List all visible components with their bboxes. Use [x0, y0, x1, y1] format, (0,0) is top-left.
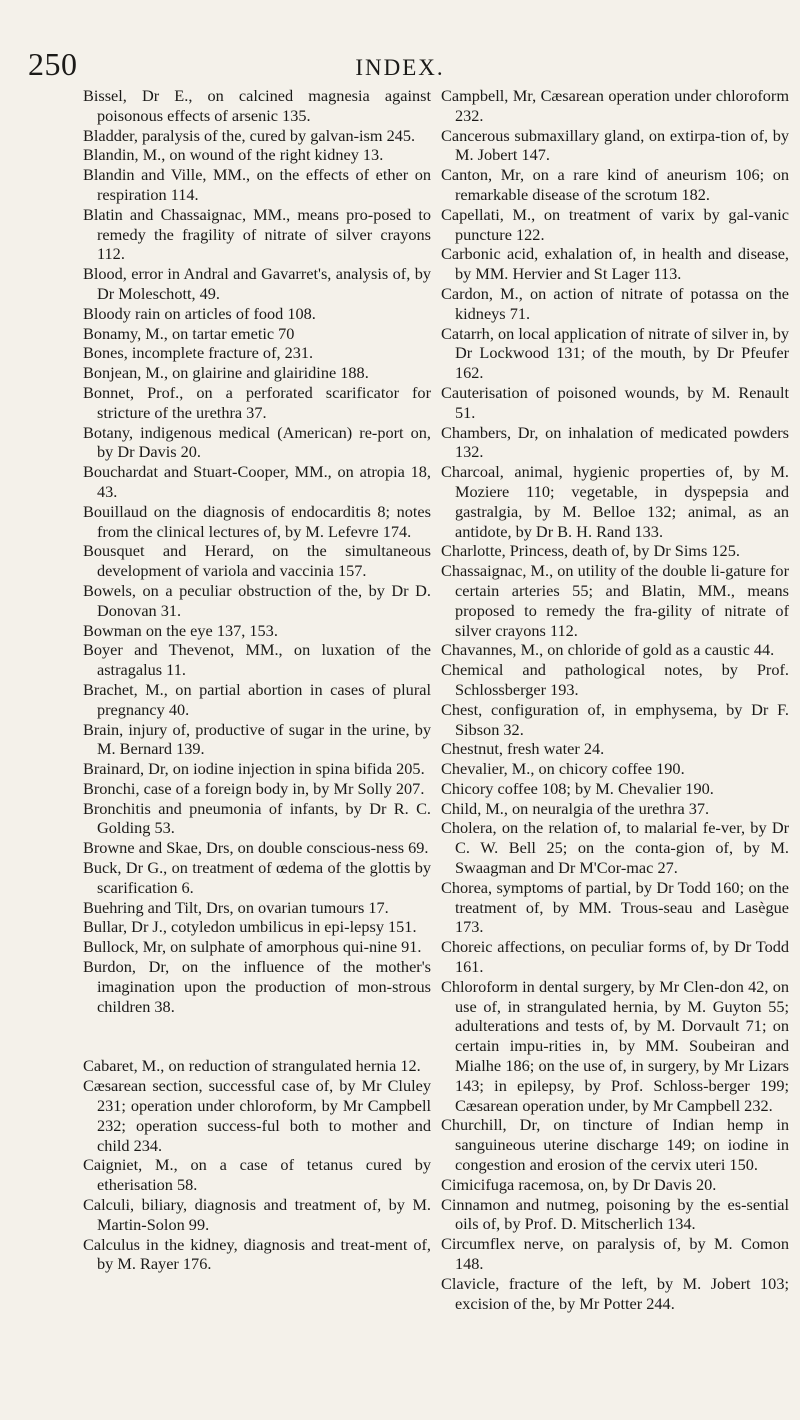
- index-entry: Bonamy, M., on tartar emetic 70: [83, 323, 295, 343]
- index-entry: Burdon, Dr, on the influence of the mother's imagination upon the production of mon-strous children 38.: [83, 957, 431, 1016]
- index-entry: Choreic affections, on peculiar forms of, by Dr Todd 161.: [441, 937, 789, 977]
- index-entry: Campbell, Mr, Cæsarean operation under chloroform 232.: [441, 86, 789, 125]
- index-entry: Cimicifuga racemosa, on, by Dr Davis 20.: [441, 1174, 717, 1194]
- index-entry: Brachet, M., on partial abortion in cases of plural pregnancy 40.: [83, 679, 431, 719]
- index-entry: Bloody rain on articles of food 108.: [83, 303, 316, 323]
- index-entry: Chorea, symptoms of partial, by Dr Todd 160; on the treatment of, by MM. Trous-seau and Lasègue 173.: [441, 877, 789, 937]
- index-entry: Browne and Skae, Drs, on double conscious-ness 69.: [83, 838, 429, 858]
- index-entry: Blatin and Chassaignac, MM., means pro-posed to remedy the fragility of nitrate of silver crayons 112.: [83, 204, 431, 264]
- index-entry: Blood, error in Andral and Gavarret's, analysis of, by Dr Moleschott, 49.: [83, 264, 431, 303]
- index-entry: Chavannes, M., on chloride of gold as a caustic 44.: [441, 640, 775, 660]
- index-entry: Chemical and pathological notes, by Prof. Schlossberger 193.: [441, 660, 789, 699]
- index-entry: Bladder, paralysis of the, cured by galvan-ism 245.: [83, 125, 416, 145]
- index-entry: Bronchi, case of a foreign body in, by Mr Solly 207.: [83, 778, 425, 798]
- index-entry: Charlotte, Princess, death of, by Dr Sims 125.: [441, 541, 740, 561]
- index-entry: Bowels, on a peculiar obstruction of the, by Dr D. Donovan 31.: [83, 580, 431, 620]
- index-entry: Clavicle, fracture of the left, by M. Jobert 103; excision of the, by Mr Potter 244.: [441, 1273, 789, 1313]
- index-entry: Buck, Dr G., on treatment of œdema of the glottis by scarification 6.: [83, 858, 431, 897]
- left-column: [83, 86, 431, 1274]
- index-entry: Blandin, M., on wound of the right kidney 13.: [83, 145, 384, 165]
- index-entry: Cancerous submaxillary gland, on extirpa-tion of, by M. Jobert 147.: [441, 125, 789, 165]
- index-entry: Bullar, Dr J., cotyledon umbilicus in epi-lepsy 151.: [83, 917, 417, 937]
- index-entry: Bonjean, M., on glairine and glairidine 188.: [83, 363, 369, 383]
- index-entry: Bouchardat and Stuart-Cooper, MM., on atropia 18, 43.: [83, 462, 431, 501]
- index-entry: Bullock, Mr, on sulphate of amorphous qui-nine 91.: [83, 937, 422, 957]
- index-entry: Brain, injury of, productive of sugar in the urine, by M. Bernard 139.: [83, 719, 431, 759]
- index-entry: Cardon, M., on action of nitrate of potassa on the kidneys 71.: [441, 283, 789, 323]
- index-entry: Blandin and Ville, MM., on the effects of ether on respiration 114.: [83, 165, 431, 204]
- page-number: 250: [28, 46, 78, 82]
- index-entry: Cæsarean section, successful case of, by Mr Cluley 231; operation under chloroform, by Mr Campbell 232; operation success-ful both to mother and child 234.: [83, 1076, 431, 1155]
- index-entry: Bissel, Dr E., on calcined magnesia against poisonous effects of arsenic 135.: [83, 86, 431, 125]
- b-entries: [83, 86, 431, 1016]
- index-entry: Chestnut, fresh water 24.: [441, 739, 605, 759]
- index-entry: Churchill, Dr, on tincture of Indian hemp in sanguineous uterine discharge 149; on iodine in congestion and erosion of the cervix uteri 150.: [441, 1115, 789, 1175]
- index-entry: Buehring and Tilt, Drs, on ovarian tumours 17.: [83, 897, 389, 917]
- index-entry: Bones, incomplete fracture of, 231.: [83, 343, 314, 363]
- index-entry: Brainard, Dr, on iodine injection in spina bifida 205.: [83, 759, 425, 779]
- index-entry: Chassaignac, M., on utility of the double li-gature for certain arteries 55; and Blatin, MM., means proposed to remedy the fra-gility of nitrate of silver crayons 112.: [441, 561, 789, 640]
- index-entry: Cauterisation of poisoned wounds, by M. Renault 51.: [441, 382, 789, 422]
- index-entry: Bronchitis and pneumonia of infants, by Dr R. C. Golding 53.: [83, 798, 431, 838]
- index-entry: Chicory coffee 108; by M. Chevalier 190.: [441, 778, 714, 798]
- index-entry: Capellati, M., on treatment of varix by gal-vanic puncture 122.: [441, 204, 789, 244]
- index-entry: Bousquet and Herard, on the simultaneous development of variola and vaccinia 157.: [83, 541, 431, 581]
- index-entry: Cabaret, M., on reduction of strangulated hernia 12.: [83, 1056, 421, 1076]
- right-column: [441, 86, 789, 1313]
- index-entry: Cinnamon and nutmeg, poisoning by the es-sential oils of, by Prof. D. Mitscherlich 134.: [441, 1194, 789, 1234]
- c-entries-continued: [441, 86, 789, 1313]
- index-entry: Catarrh, on local application of nitrate of silver in, by Dr Lockwood 131; of the mouth, by Dr Pfeufer 162.: [441, 323, 789, 383]
- index-entry: Boyer and Thevenot, MM., on luxation of the astragalus 11.: [83, 640, 431, 680]
- index-entry: Chloroform in dental surgery, by Mr Clen-don 42, on use of, in strangulated hernia, by M. Guyton 55; adulterations and tests of, by M. Dorvault 71; on certain impu-rities in, by MM. Soubeiran and Mialhe 186; on the use of, in surgery, by Mr Lizars 143; in epilepsy, by Prof. Schloss-berger 199; Cæsarean operation under, by Mr Campbell 232.: [441, 976, 789, 1115]
- index-entry: Chevalier, M., on chicory coffee 190.: [441, 759, 685, 779]
- index-entry: Botany, indigenous medical (American) re-port on, by Dr Davis 20.: [83, 422, 431, 462]
- section-gap: [83, 1016, 431, 1056]
- index-entry: Canton, Mr, on a rare kind of aneurism 106; on remarkable disease of the scrotum 182.: [441, 165, 789, 204]
- index-entry: Caigniet, M., on a case of tetanus cured by etherisation 58.: [83, 1155, 431, 1195]
- index-entry: Bouillaud on the diagnosis of endocarditis 8; notes from the clinical lectures of, by M. Lefevre 174.: [83, 501, 431, 541]
- index-entry: Child, M., on neuralgia of the urethra 37.: [441, 798, 710, 818]
- c-entries: [83, 1056, 431, 1274]
- index-entry: Chambers, Dr, on inhalation of medicated powders 132.: [441, 422, 789, 462]
- index-entry: Carbonic acid, exhalation of, in health and disease, by MM. Hervier and St Lager 113.: [441, 244, 789, 284]
- index-entry: Circumflex nerve, on paralysis of, by M. Comon 148.: [441, 1234, 789, 1274]
- index-entry: Cholera, on the relation of, to malarial fe-ver, by Dr C. W. Bell 25; on the conta-gion of, by M. Swaagman and Dr M'Cor-mac 27.: [441, 818, 789, 878]
- index-entry: Bonnet, Prof., on a perforated scarificator for stricture of the urethra 37.: [83, 382, 431, 422]
- index-entry: Bowman on the eye 137, 153.: [83, 620, 278, 640]
- index-entry: Calculi, biliary, diagnosis and treatment of, by M. Martin-Solon 99.: [83, 1195, 431, 1234]
- running-head: INDEX.: [355, 55, 445, 80]
- index-entry: Calculus in the kidney, diagnosis and treat-ment of, by M. Rayer 176.: [83, 1234, 431, 1274]
- index-entry: Charcoal, animal, hygienic properties of, by M. Moziere 110; vegetable, in dyspepsia and gastralgia, by M. Belloe 132; animal, as an antidote, by Dr B. H. Rand 133.: [441, 462, 789, 541]
- index-entry: Chest, configuration of, in emphysema, by Dr F. Sibson 32.: [441, 699, 789, 739]
